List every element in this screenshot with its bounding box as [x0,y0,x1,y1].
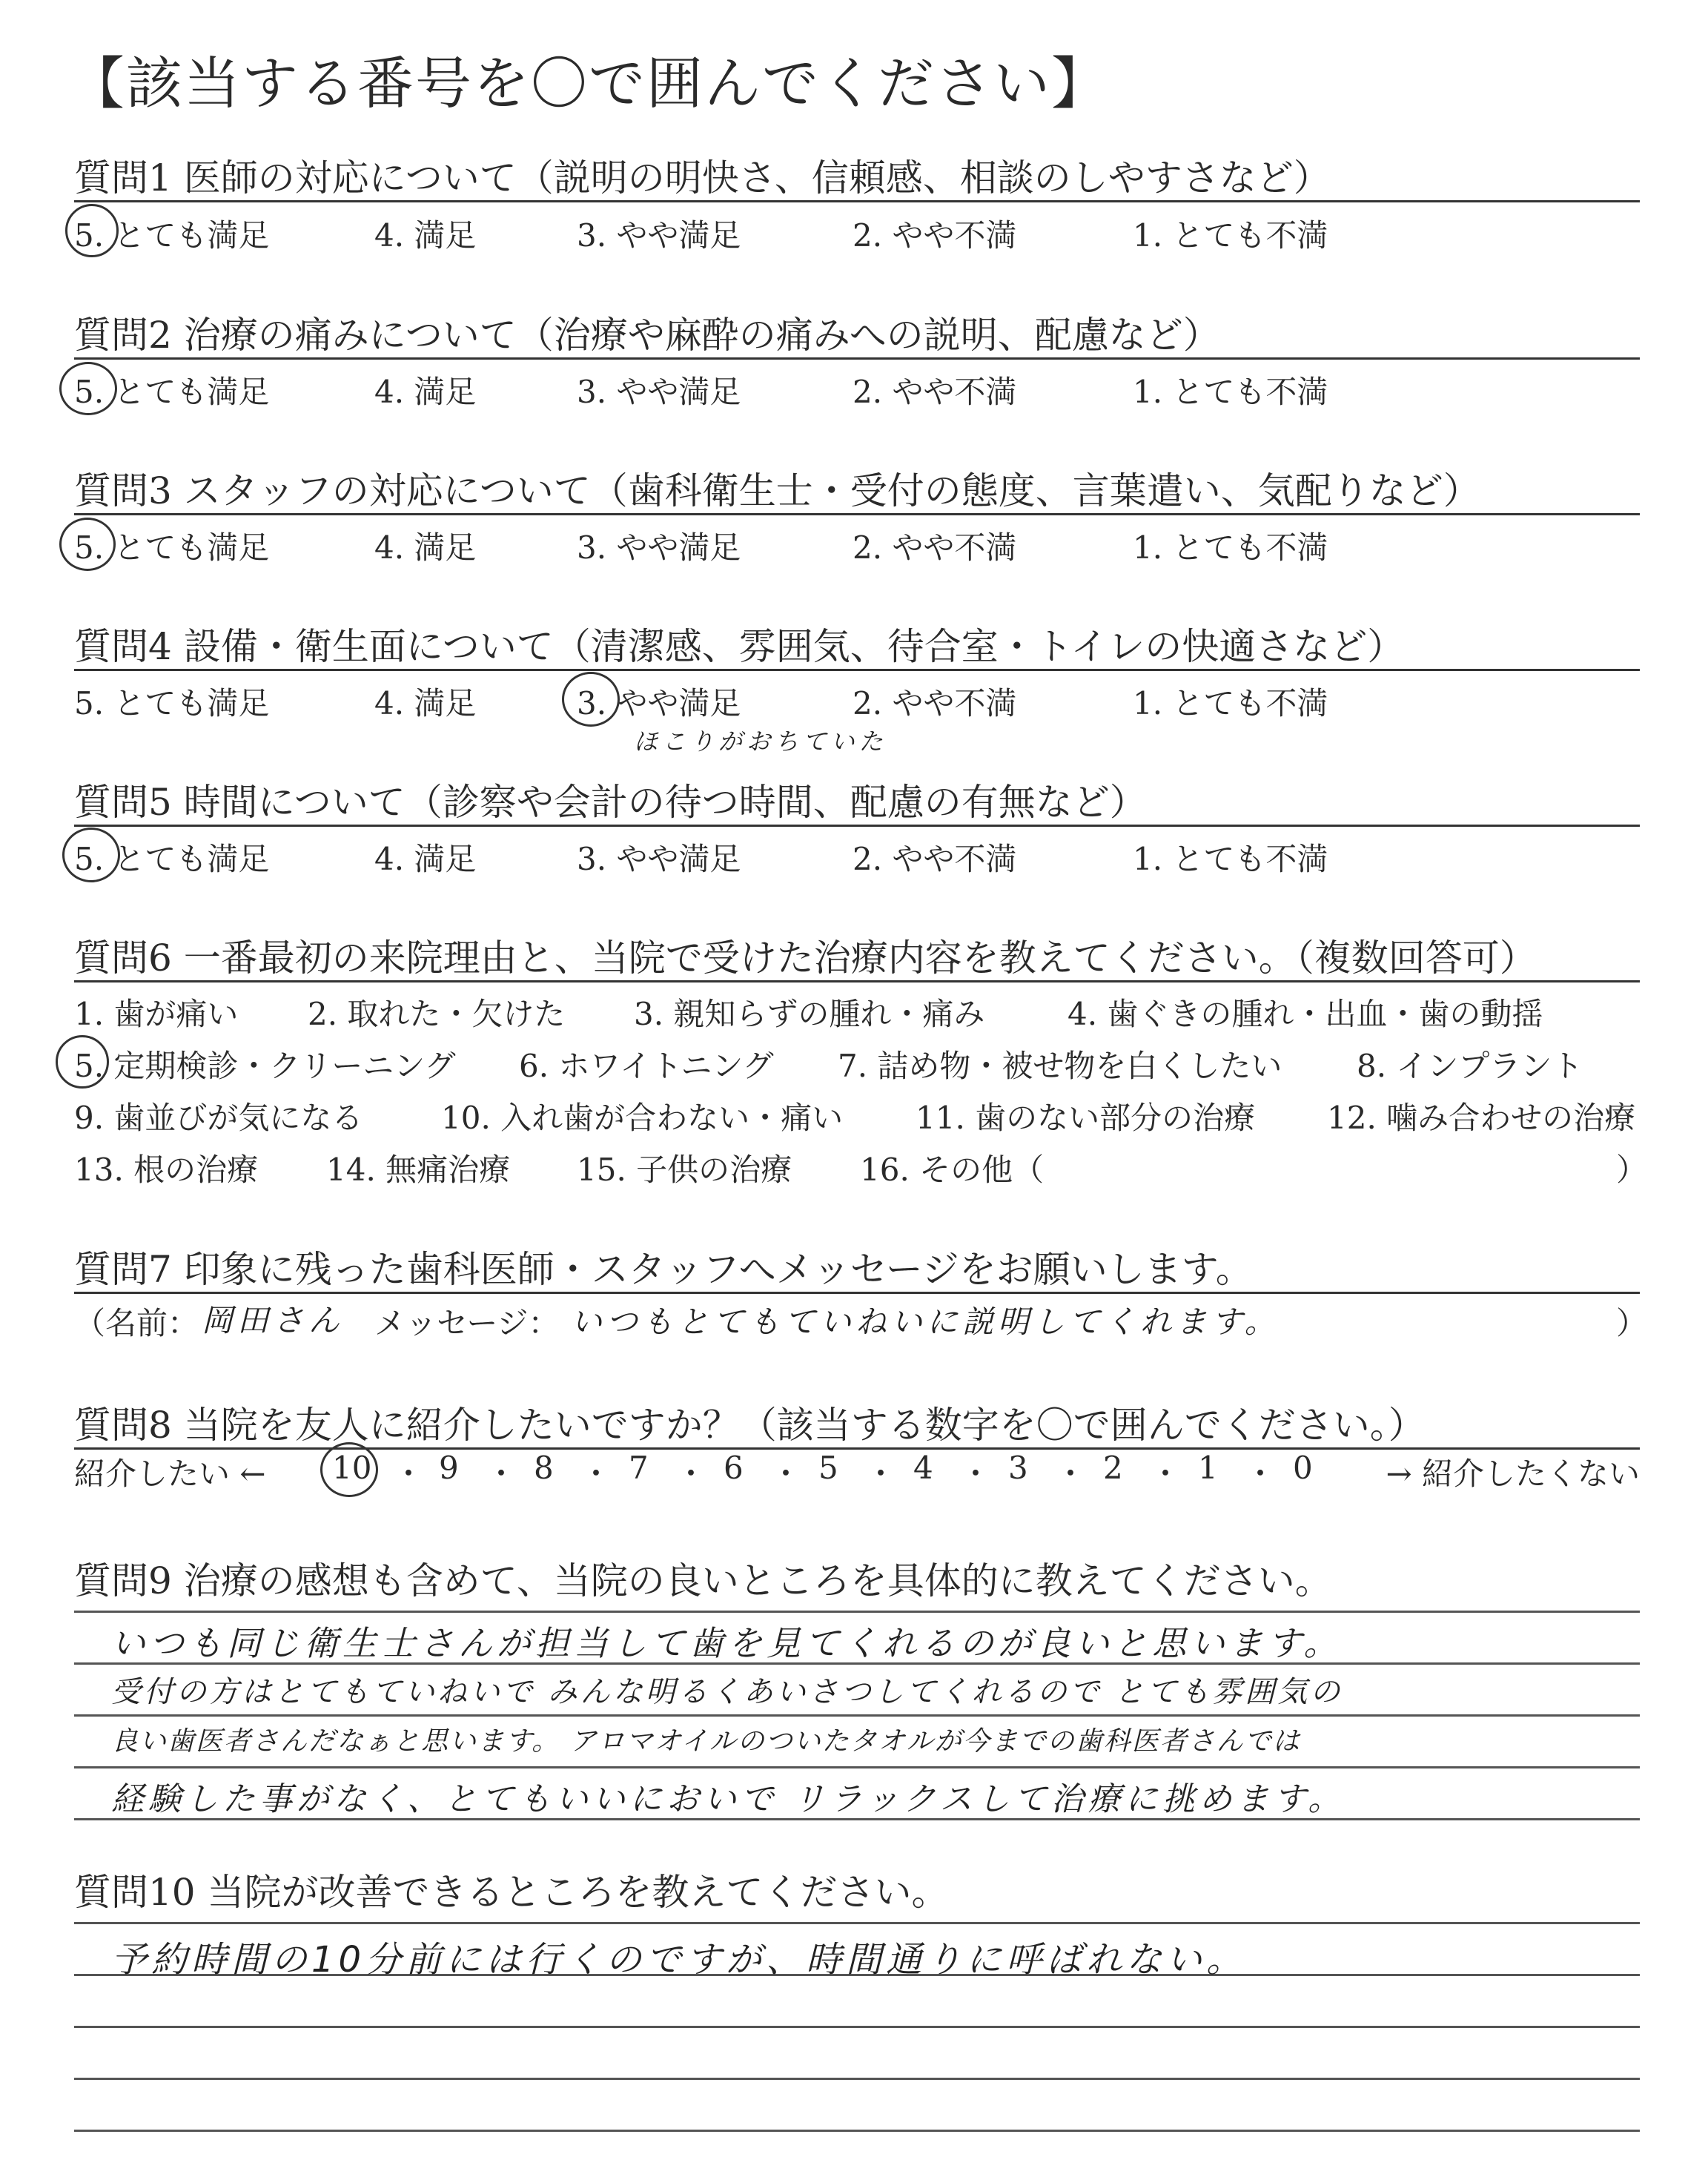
q8-value-2[interactable]: 2 [1103,1450,1123,1486]
q4-option-5[interactable]: 5. とても満足 [74,685,270,721]
q3-answer-circle [59,518,116,571]
q5-option-4[interactable]: 4. 満足 [374,841,477,877]
q8-separator: ・ [580,1456,612,1492]
q6-option-15[interactable]: 15. 子供の治療 [577,1152,792,1188]
q1-option-5[interactable]: 5. とても満足 [74,217,270,254]
q8-separator: ・ [960,1456,992,1492]
q8-value-8[interactable]: 8 [534,1450,554,1486]
question-7-rule [74,1292,1640,1294]
q9-writing-line [74,1611,1640,1613]
question-7-title: 質問7 印象に残った歯科医師・スタッフへメッセージをお願いします。 [74,1248,1253,1291]
q6-other-close-paren: ） [1616,1152,1648,1188]
q9-writing-line [74,1766,1640,1768]
q8-value-7[interactable]: 7 [629,1450,649,1486]
q9-answer-line-4[interactable]: 経験した事がなく、とてもいいにおいで リラックスして治療に挑めます。 [111,1780,1345,1818]
q4-option-2[interactable]: 2. やや不満 [853,685,1017,721]
q6-answer-circle [56,1035,109,1089]
q6-option-2[interactable]: 2. 取れた・欠けた [308,996,566,1032]
q5-option-5[interactable]: 5. とても満足 [74,841,270,877]
q4-answer-circle [562,672,620,727]
q8-left-label: 紹介したい ← [74,1456,266,1492]
q10-writing-line [74,2026,1640,2028]
q10-answer-line-1[interactable]: 予約時間の10分前には行くのですが、時間通りに呼ばれない。 [111,1939,1247,1981]
q10-writing-line [74,1922,1640,1924]
question-3-rule [74,513,1640,515]
q9-writing-line [74,1714,1640,1717]
q9-answer-line-2[interactable]: 受付の方はとてもていねいで みんな明るくあいさつしてくれるので とても雰囲気の [111,1675,1343,1709]
q8-value-10[interactable]: 10 [332,1450,372,1486]
q7-message-label: メッセージ： [374,1305,560,1341]
q5-option-2[interactable]: 2. やや不満 [853,841,1017,877]
question-5-title: 質問5 時間について（診察や会計の待つ時間、配慮の有無など） [74,781,1147,824]
q3-option-2[interactable]: 2. やや不満 [853,529,1017,566]
q6-option-3[interactable]: 3. 親知らずの腫れ・痛み [634,996,985,1032]
q1-option-1[interactable]: 1. とても不満 [1133,217,1328,254]
q6-option-10[interactable]: 10. 入れ歯が合わない・痛い [441,1100,844,1136]
q4-option-1[interactable]: 1. とても不満 [1133,685,1328,721]
q6-option-12[interactable]: 12. 噛み合わせの治療 [1327,1100,1636,1136]
q2-option-4[interactable]: 4. 満足 [374,374,477,410]
q8-separator: ・ [770,1456,802,1492]
q6-option-7[interactable]: 7. 詰め物・被せ物を白くしたい [838,1048,1282,1084]
q2-option-1[interactable]: 1. とても不満 [1133,374,1328,410]
q5-option-3[interactable]: 3. やや満足 [577,841,741,877]
q10-writing-line [74,2130,1640,2132]
q8-answer-circle [320,1442,378,1497]
q6-option-4[interactable]: 4. 歯ぐきの腫れ・出血・歯の動揺 [1068,996,1543,1032]
q8-value-3[interactable]: 3 [1008,1450,1028,1486]
q10-writing-line [74,2078,1640,2080]
question-4-rule [74,669,1640,671]
q2-answer-circle [59,362,117,415]
q4-option-3[interactable]: 3. やや満足 [577,685,741,721]
q7-message-value[interactable]: いつもとてもていねいに説明してくれます。 [571,1304,1280,1340]
q8-separator: ・ [675,1456,707,1492]
q6-option-16[interactable]: 16. その他（ [860,1152,1045,1188]
q8-separator: ・ [865,1456,897,1492]
q8-value-9[interactable]: 9 [439,1450,459,1486]
q2-option-5[interactable]: 5. とても満足 [74,374,270,410]
q7-name-value[interactable]: 岡田さん [202,1302,345,1338]
question-1-title: 質問1 医師の対応について（説明の明快さ、信頼感、相談のしやすさなど） [74,156,1331,199]
q5-answer-circle [62,828,120,882]
q8-value-1[interactable]: 1 [1198,1450,1218,1486]
q1-option-3[interactable]: 3. やや満足 [577,217,741,254]
q6-option-6[interactable]: 6. ホワイトニング [519,1048,774,1084]
q8-value-6[interactable]: 6 [724,1450,744,1486]
q8-separator: ・ [1245,1456,1277,1492]
q6-option-1[interactable]: 1. 歯が痛い [74,996,239,1032]
q8-separator: ・ [486,1456,517,1492]
q4-handwritten-note: ほこりがおちていた [634,727,887,756]
question-2-rule [74,357,1640,360]
q3-option-5[interactable]: 5. とても満足 [74,529,270,566]
q6-option-11[interactable]: 11. 歯のない部分の治療 [916,1100,1256,1136]
q7-close-paren: ） [1616,1305,1648,1341]
question-1-rule [74,200,1640,202]
question-10-title: 質問10 当院が改善できるところを教えてください。 [74,1871,949,1914]
q1-answer-circle [65,204,119,257]
q3-option-3[interactable]: 3. やや満足 [577,529,741,566]
q8-value-0[interactable]: 0 [1293,1450,1313,1486]
q8-separator: ・ [1055,1456,1087,1492]
question-3-title: 質問3 スタッフの対応について（歯科衛生士・受付の態度、言葉遣い、気配りなど） [74,469,1480,512]
question-9-title: 質問9 治療の感想も含めて、当院の良いところを具体的に教えてください。 [74,1559,1332,1602]
q5-option-1[interactable]: 1. とても不満 [1133,841,1328,877]
q2-option-2[interactable]: 2. やや不満 [853,374,1017,410]
question-6-rule [74,980,1640,982]
page-title: 【該当する番号を〇で囲んでください】 [68,50,1109,116]
question-4-title: 質問4 設備・衛生面について（清潔感、雰囲気、待合室・トイレの快適さなど） [74,625,1405,668]
q6-option-9[interactable]: 9. 歯並びが気になる [74,1100,363,1136]
question-8-title: 質問8 当院を友人に紹介したいですか？（該当する数字を〇で囲んでください。） [74,1404,1426,1447]
q6-option-13[interactable]: 13. 根の治療 [74,1152,259,1188]
q1-option-2[interactable]: 2. やや不満 [853,217,1017,254]
q3-option-4[interactable]: 4. 満足 [374,529,477,566]
q8-separator: ・ [393,1456,425,1492]
q6-option-5[interactable]: 5. 定期検診・クリーニング [74,1048,456,1084]
q9-answer-line-3[interactable]: 良い歯医者さんだなぁと思います。 アロマオイルのついたタオルが今までの歯科医者さんでは [111,1726,1301,1757]
q8-value-5[interactable]: 5 [818,1450,838,1486]
q4-option-4[interactable]: 4. 満足 [374,685,477,721]
q6-option-14[interactable]: 14. 無痛治療 [326,1152,511,1188]
q1-option-4[interactable]: 4. 満足 [374,217,477,254]
q9-answer-line-1[interactable]: いつも同じ衛生士さんが担当して歯を見てくれるのが良いと思います。 [111,1623,1343,1663]
q8-value-4[interactable]: 4 [913,1450,933,1486]
question-5-rule [74,825,1640,827]
q3-option-1[interactable]: 1. とても不満 [1133,529,1328,566]
q6-option-8[interactable]: 8. インプラント [1357,1048,1583,1084]
question-6-title: 質問6 一番最初の来院理由と、当院で受けた治療内容を教えてください。（複数回答可） [74,937,1537,980]
question-2-title: 質問2 治療の痛みについて（治療や麻酔の痛みへの説明、配慮など） [74,314,1220,357]
q2-option-3[interactable]: 3. やや満足 [577,374,741,410]
q8-right-label: → 紹介したくない [1386,1456,1640,1492]
q7-name-label: （名前： [74,1305,199,1341]
q8-separator: ・ [1150,1456,1182,1492]
